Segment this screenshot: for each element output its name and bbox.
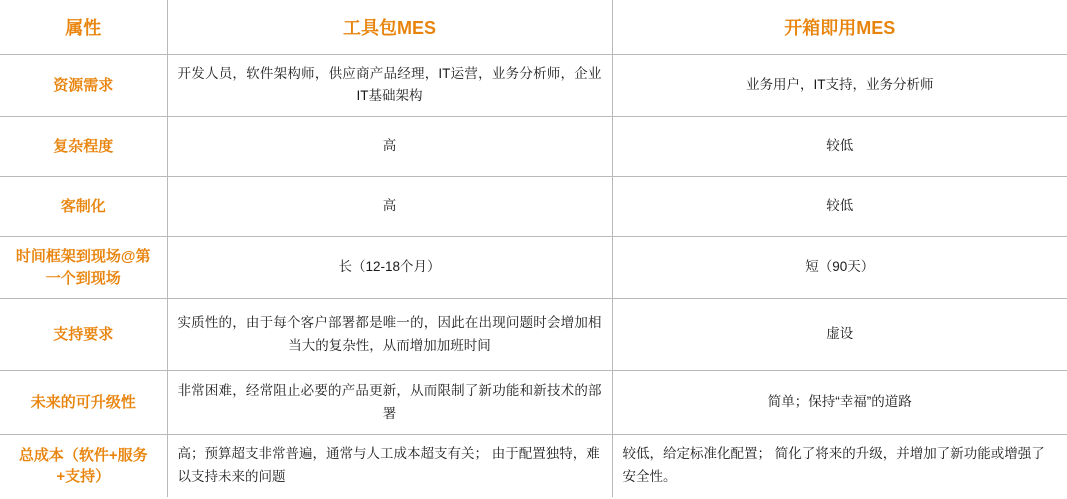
- row-attribute-label: 资源需求: [0, 54, 167, 117]
- row-toolkit-value: 高: [167, 177, 612, 237]
- row-ootb-value: 短（90天）: [612, 237, 1067, 299]
- table-row: [0, 237, 1067, 299]
- row-attribute-label: 复杂程度: [0, 117, 167, 177]
- row-toolkit-value: 开发人员，软件架构师，供应商产品经理，IT运营，业务分析师，企业IT基础架构: [167, 54, 612, 117]
- row-toolkit-value: 长（12-18个月）: [167, 237, 612, 299]
- row-ootb-value: 较低: [612, 177, 1067, 237]
- table-row: [0, 117, 1067, 177]
- row-ootb-value: 较低: [612, 117, 1067, 177]
- table-row: [0, 177, 1067, 237]
- table-row: [0, 299, 1067, 371]
- row-ootb-value: 业务用户，IT支持，业务分析师: [612, 54, 1067, 117]
- table-row: [0, 371, 1067, 435]
- row-attribute-label: 总成本（软件+服务+支持）: [0, 435, 167, 497]
- row-toolkit-value: 高: [167, 117, 612, 177]
- table-row: [0, 435, 1067, 497]
- table-row: [0, 54, 1067, 117]
- row-attribute-label: 支持要求: [0, 299, 167, 371]
- table-header-row: [0, 0, 1067, 54]
- row-ootb-value: 较低，给定标准化配置； 简化了将来的升级，并增加了新功能或增强了安全性。: [612, 435, 1067, 497]
- row-toolkit-value: 实质性的，由于每个客户部署都是唯一的，因此在出现问题时会增加相当大的复杂性，从而增加加班时间: [167, 299, 612, 371]
- row-ootb-value: 虚设: [612, 299, 1067, 371]
- header-cell-ootb-mes: 开箱即用MES: [612, 0, 1067, 54]
- header-cell-toolkit-mes: 工具包MES: [167, 0, 612, 54]
- row-ootb-value: 简单；保持“幸福”的道路: [612, 371, 1067, 435]
- row-attribute-label: 时间框架到现场@第一个到现场: [0, 237, 167, 299]
- row-toolkit-value: 高；预算超支非常普遍，通常与人工成本超支有关； 由于配置独特，难以支持未来的问题: [167, 435, 612, 497]
- row-attribute-label: 未来的可升级性: [0, 371, 167, 435]
- row-toolkit-value: 非常困难，经常阻止必要的产品更新，从而限制了新功能和新技术的部署: [167, 371, 612, 435]
- header-cell-attribute: 属性: [0, 0, 167, 54]
- row-attribute-label: 客制化: [0, 177, 167, 237]
